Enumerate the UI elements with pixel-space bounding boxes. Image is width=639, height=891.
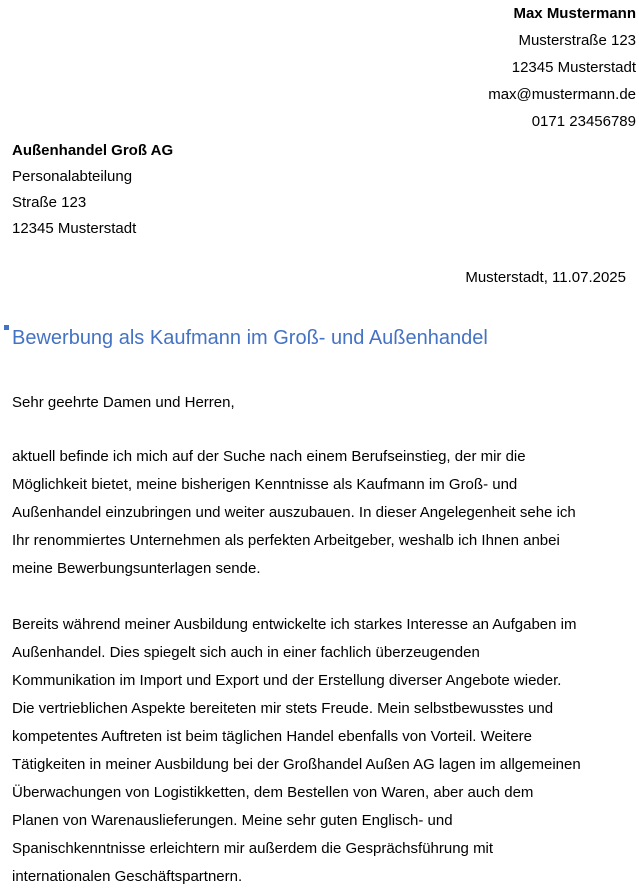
paragraph-line: Überwachungen von Logistikketten, dem Bestellen von Waren, aber auch dem [12,784,534,801]
recipient-address-block [12,138,173,242]
sender-city: 12345 Musterstadt [511,59,636,76]
sender-street: Musterstraße 123 [518,32,636,49]
recipient-street: Straße 123 [12,194,87,211]
paragraph-line: Außenhandel einzubringen und weiter auszubauen. In dieser Angelegenheit sehe ich [12,504,576,521]
paragraph-line: Die vertrieblichen Aspekte bereiteten mir stets Freude. Mein selbstbewusstes und [12,700,554,717]
place-date-line: Musterstadt, 11.07.2025 [465,269,626,286]
paragraph-line: Kommunikation im Import und Export und der Erstellung diverser Angebote wieder. [12,672,562,689]
paragraph-line: Bereits während meiner Ausbildung entwickelte ich starkes Interesse an Aufgaben im [12,616,577,633]
paragraph-line: Möglichkeit bietet, meine bisherigen Kenntnisse als Kaufmann im Groß- und [12,476,518,493]
recipient-department: Personalabteilung [12,168,133,185]
paragraph-line: internationalen Geschäftspartnern. [12,868,243,885]
paragraph-line: kompetentes Auftreten ist beim täglichen Handel ebenfalls von Vorteil. Weitere [12,728,533,745]
body-paragraph-2 [12,611,636,891]
paragraph-line: Spanischkenntnisse erleichtern mir außerdem die Gesprächsführung mit [12,840,494,857]
sender-email: max@mustermann.de [488,86,636,103]
paragraph-line: Außenhandel. Dies spiegelt sich auch in einer fachlich überzeugenden [12,644,480,661]
recipient-city: 12345 Musterstadt [12,220,137,237]
paragraph-line: aktuell befinde ich mich auf der Suche nach einem Berufseinstieg, der mir die [12,448,526,465]
paragraph-line: Tätigkeiten in meiner Ausbildung bei der Großhandel Außen AG lagen im allgemeinen [12,756,581,773]
heading-marker [4,325,9,330]
sender-address-block [488,0,636,135]
subject-heading: Bewerbung als Kaufmann im Groß- und Außenhandel [12,327,488,349]
salutation: Sehr geehrte Damen und Herren, [12,394,235,411]
sender-phone: 0171 23456789 [531,113,636,130]
paragraph-line: meine Bewerbungsunterlagen sende. [12,560,261,577]
body-paragraph-1 [12,443,636,583]
paragraph-line: Ihr renommiertes Unternehmen als perfekten Arbeitgeber, weshalb ich Ihnen anbei [12,532,560,549]
paragraph-line: Planen von Warenauslieferungen. Meine sehr guten Englisch- und [12,812,453,829]
recipient-company: Außenhandel Groß AG [12,142,174,159]
sender-name: Max Mustermann [513,5,636,22]
